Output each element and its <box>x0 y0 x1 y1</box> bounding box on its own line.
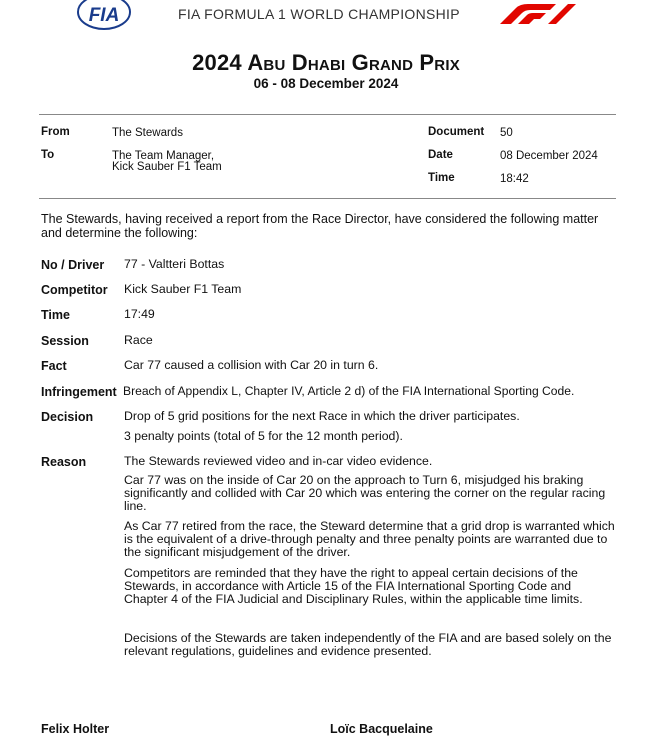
time-label: Time <box>428 172 455 184</box>
divider-top <box>39 114 616 115</box>
steward-signature-1: Felix Holter <box>41 722 110 736</box>
to-label: To <box>41 149 55 161</box>
fia-logo-text: FIA <box>88 5 120 26</box>
fact-label: Fact <box>41 359 67 373</box>
fact-value: Car 77 caused a collision with Car 20 in turn 6. <box>124 358 379 372</box>
driver-label: No / Driver <box>41 258 105 272</box>
championship-name: FIA FORMULA 1 WORLD CHAMPIONSHIP <box>178 6 460 22</box>
incident-time-label: Time <box>41 308 70 322</box>
decision-line2: 3 penalty points (total of 5 for the 12 month period). <box>124 429 403 443</box>
divider-meta <box>39 198 616 199</box>
decision-label: Decision <box>41 410 94 424</box>
session-label: Session <box>41 334 89 348</box>
competitor-label: Competitor <box>41 283 108 297</box>
competitor-value: Kick Sauber F1 Team <box>124 282 242 296</box>
reason-paragraph-5: Decisions of the Stewards are taken independently of the FIA and are based solely on the relevant regulations, guidelines and evidence presented. <box>124 631 612 658</box>
steward-signature-2: Loïc Bacquelaine <box>330 722 433 736</box>
reason-paragraph-2: Car 77 was on the inside of Car 20 on the approach to Turn 6, misjudged his braking significantly and collided with Car 20 which was entering the corner on the regular racing line. <box>124 473 606 513</box>
f1-logo-icon <box>494 2 576 26</box>
reason-label: Reason <box>41 455 87 469</box>
date-value: 08 December 2024 <box>500 150 598 162</box>
from-label: From <box>41 126 70 138</box>
time-value: 18:42 <box>500 173 529 185</box>
infringement-label: Infringement <box>41 385 117 399</box>
driver-value: 77 - Valtteri Bottas <box>124 257 225 271</box>
page-title: 2024 Abu Dhabi Grand Prix <box>192 50 460 75</box>
decision-line1: Drop of 5 grid positions for the next Race in which the driver participates. <box>124 409 520 423</box>
intro-text: The Stewards, having received a report from the Race Director, have considered the following matter and determine the following: <box>41 212 599 240</box>
reason-paragraph-3: As Car 77 retired from the race, the Steward determine that a grid drop is warranted which is the equivalent of a drive-through penalty and three penalty points are warranted due to the significant misjudgement of the driver. <box>124 519 615 559</box>
to-value-line1: The Team Manager, <box>112 150 215 162</box>
infringement-value: Breach of Appendix L, Chapter IV, Article 2 d) of the FIA International Sporting Code. <box>123 384 575 398</box>
document-value: 50 <box>500 127 513 139</box>
reason-paragraph-4: Competitors are reminded that they have the right to appeal certain decisions of the Stewards, in accordance with Article 15 of the FIA International Sporting Code and Chapter 4 of the FIA Judicial and Disciplinary Rules, within the applicable time limits. <box>124 566 583 606</box>
incident-time-value: 17:49 <box>124 307 155 321</box>
date-label: Date <box>428 149 453 161</box>
reason-paragraph-1: The Stewards reviewed video and in-car video evidence. <box>124 454 433 468</box>
fia-logo-icon <box>76 0 132 30</box>
to-value-line2: Kick Sauber F1 Team <box>112 161 222 173</box>
session-value: Race <box>124 333 153 347</box>
document-label: Document <box>428 126 485 138</box>
event-dates: 06 - 08 December 2024 <box>253 76 399 91</box>
from-value: The Stewards <box>112 127 183 139</box>
